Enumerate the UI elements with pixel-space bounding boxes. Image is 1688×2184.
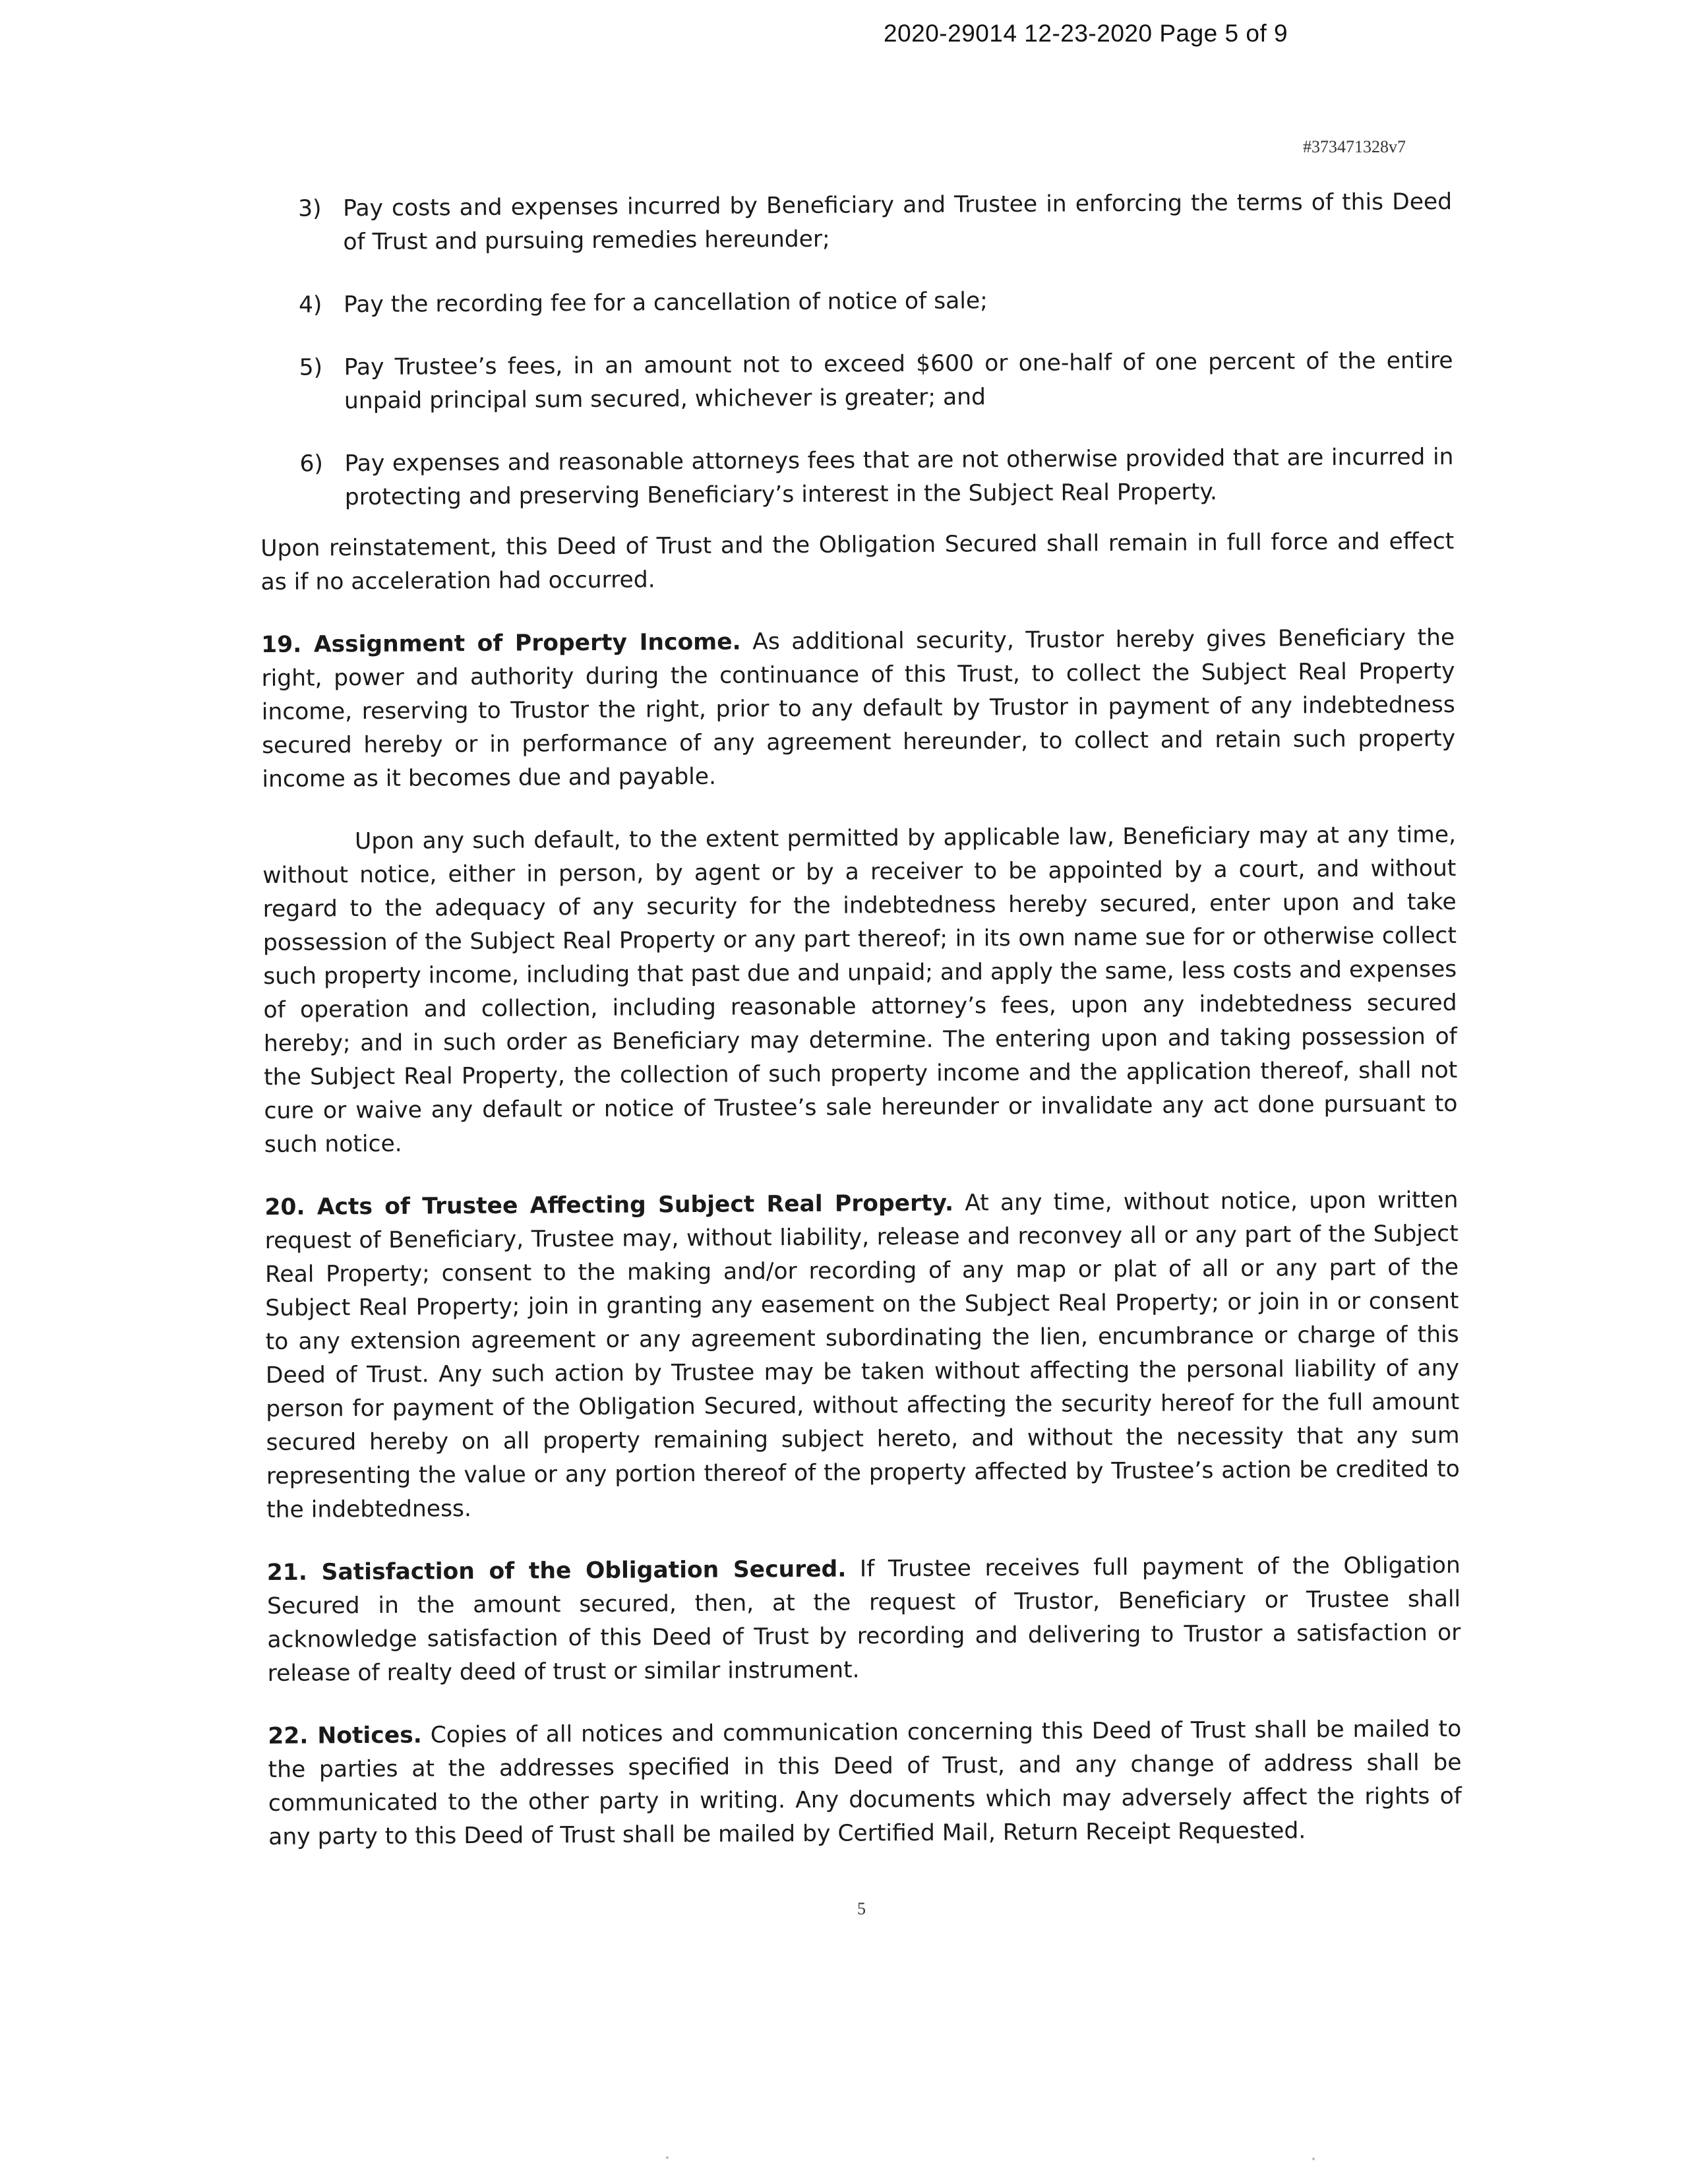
section-20	[264, 1184, 1460, 1527]
document-body	[258, 185, 1462, 1854]
list-number: 3)	[298, 195, 322, 222]
list-number: 5)	[299, 354, 323, 381]
list-text: Pay the recording fee for a cancellation of notice of sale;	[343, 288, 988, 318]
list-item-5	[259, 344, 1453, 419]
section-21	[267, 1549, 1461, 1691]
scan-speck	[1312, 2158, 1315, 2160]
list-number: 6)	[299, 450, 324, 477]
page-number: 5	[857, 1899, 866, 1918]
section-22	[268, 1713, 1462, 1854]
scan-speck	[666, 2156, 669, 2159]
section-heading: 19. Assignment of Property Income.	[261, 628, 741, 658]
section-body: At any time, without notice, upon written request of Beneficiary, Trustee may, without liability, release and reconvey all or any part of the Subject Real Property; consent to the making and/or recording of any map or plat of all or any part of the Subject Real Property; join in granting any easement on the Subject Real Property; or join in or consent to any extension agreement or any agreement subordinating the lien, encumbrance or charge of this Deed of Trust. Any such action by Trustee may be taken without affecting the personal liability of any person for payment of the Obligation Secured, without affecting the security hereof for the full amount secured hereby on all property remaining subject hereto, and without the necessity that any sum representing the value or any portion thereof of the property affected by Trustee’s action be credited to the indebtedness.	[264, 1186, 1460, 1523]
section-heading: 20. Acts of Trustee Affecting Subject Real Property.	[264, 1190, 954, 1221]
reinstatement-paragraph: Upon reinstatement, this Deed of Trust and the Obligation Secured shall remain in full force and effect as if no acceleration had occurred.	[260, 528, 1455, 595]
recording-stamp: 2020-29014 12-23-2020 Page 5 of 9	[884, 20, 1288, 47]
list-text: Pay costs and expenses incurred by Beneficiary and Trustee in enforcing the terms of this Deed of Trust and pursuing remedies hereunder;	[343, 188, 1453, 256]
section-heading: 22. Notices.	[268, 1722, 422, 1749]
section-body: Copies of all notices and communication concerning this Deed of Trust shall be mailed to the parties at the addresses specified in this Deed of Trust, and any change of address shall be communicated to the other party in writing. Any documents which may adversely affect the rights of any party to this Deed of Trust shall be mailed by Certified Mail, Return Receipt Requested.	[268, 1715, 1462, 1850]
list-item-6	[260, 440, 1454, 515]
list-text: Pay expenses and reasonable attorneys fees that are not otherwise provided that are incurred in protecting and preserving Beneficiary’s interest in the Subject Real Property.	[344, 443, 1454, 511]
list-item-3	[258, 185, 1453, 260]
section-heading: 21. Satisfaction of the Obligation Secured.	[266, 1556, 847, 1586]
section-19-continuation: Upon any such default, to the extent permitted by applicable law, Beneficiary may at any time, without notice, either in person, by agent or by a receiver to be appointed by a court, and without regard to the adequacy of any security for the indebtedness hereby secured, enter upon and take possession of the Subject Real Property or any part thereof; in its own name sue for or otherwise collect such property income, including that past due and unpaid; and apply the same, less costs and expenses of operation and collection, including reasonable attorney’s fees, upon any indebtedness secured hereby; and in such order as Beneficiary may determine. The entering upon and taking possession of the Subject Real Property, the collection of such property income and the application thereof, shall not cure or waive any default or notice of Trustee’s sale hereunder or invalidate any act done pursuant to such notice.	[262, 821, 1458, 1158]
list-number: 4)	[298, 291, 322, 318]
section-body: As additional security, Trustor hereby gives Beneficiary the right, power and authority during the continuance of this Trust, to collect the Subject Real Property income, reserving to Trustor the right, prior to any default by Trustor in payment of any indebtedness secured hereby or in performance of any agreement hereunder, to collect and retain such property income as it becomes due and payable.	[261, 624, 1456, 793]
section-body: If Trustee receives full payment of the Obligation Secured in the amount secured, then, at the request of Trustor, Beneficiary or Trustee shall acknowledge satisfaction of this Deed of Trust by recording and delivering to Trustor a satisfaction or release of realty deed of trust or similar instrument.	[266, 1552, 1461, 1687]
list-text: Pay Trustee’s fees, in an amount not to exceed $600 or one-half of one percent of the entire unpaid principal sum secured, whichever is greater; and	[344, 347, 1453, 415]
document-id: #373471328v7	[1303, 137, 1406, 156]
list-item-4	[259, 282, 1453, 322]
section-19	[261, 621, 1456, 797]
